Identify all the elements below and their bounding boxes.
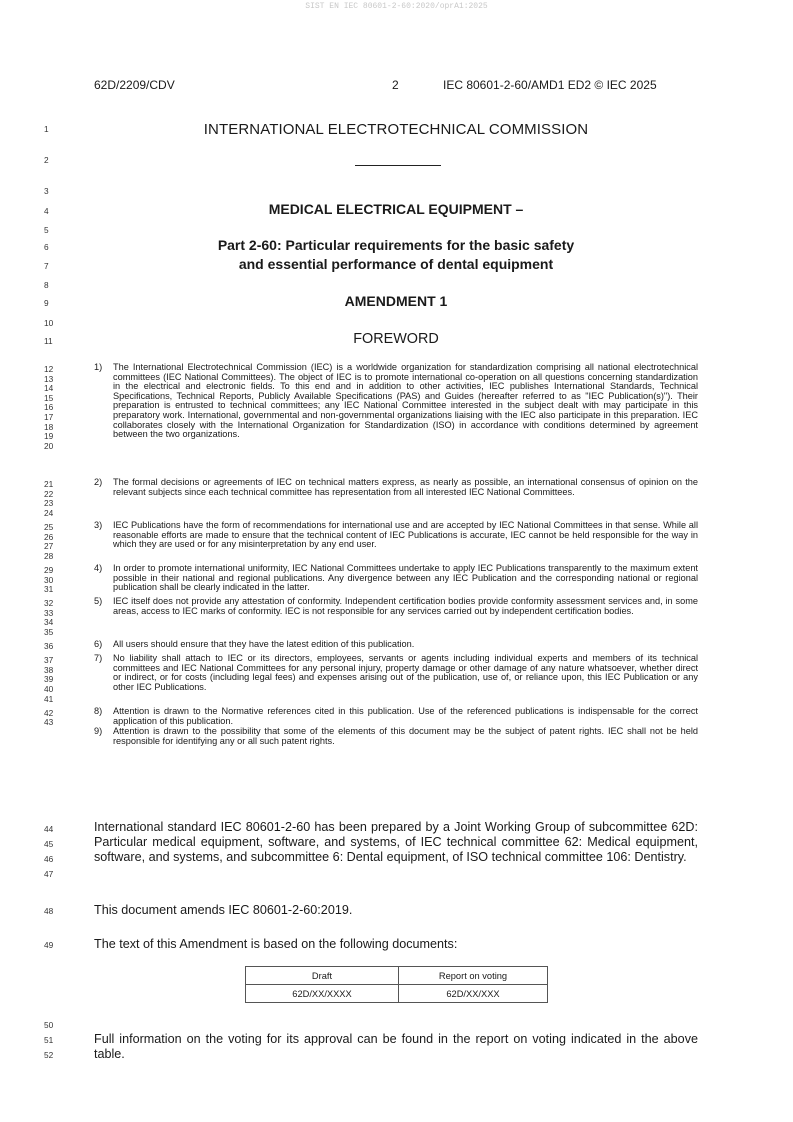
line-number: 10 [44,318,54,328]
line-number: 18 [44,422,54,432]
line-number: 36 [44,641,54,651]
line-number: 40 [44,684,54,694]
line-number: 13 [44,374,54,384]
line-number: 27 [44,541,54,551]
line-number: 26 [44,532,54,542]
item-text: Attention is drawn to the Normative references cited in this publication. Use of the referenced publications is indispensable for the correct application of this publication. [113,706,698,726]
foreword-item [94,654,698,692]
line-number: 12 [44,364,54,374]
item-number: 1) [94,362,103,372]
line-number: 20 [44,441,54,451]
line-number: 35 [44,627,54,637]
item-number: 3) [94,520,103,530]
item-number: 4) [94,563,103,573]
line-number: 3 [44,186,49,196]
line-number: 5 [44,225,49,235]
foreword-item [94,478,698,497]
line-number: 39 [44,674,54,684]
table-row [246,985,548,1003]
line-number: 44 [44,824,54,834]
item-text: Attention is drawn to the possibility that some of the elements of this document may be the subject of patent rights. IEC shall not be held responsible for identifying any or all such patent rights. [113,726,698,746]
line-number: 23 [44,498,54,508]
item-number: 6) [94,639,103,649]
line-number: 51 [44,1035,54,1045]
table-header-row [246,967,548,985]
line-number: 14 [44,383,54,393]
foreword-heading: FOREWORD [353,331,439,347]
line-number: 41 [44,694,54,704]
page-number: 2 [392,78,399,92]
body-paragraph-preparation: International standard IEC 80601-2-60 has been prepared by a Joint Working Group of subcommittee 62D: Particular medical equipment, software, and systems, of IEC technical committee 62: Medical equipment, software, and systems, and subcommittee 6: Dental equipment, of ISO technical committee 106: Dentistry. [94,820,698,865]
commission-title: INTERNATIONAL ELECTROTECHNICAL COMMISSION [203,121,589,138]
line-number: 2 [44,155,49,165]
line-number: 49 [44,940,54,950]
line-number: 47 [44,869,54,879]
line-number: 17 [44,412,54,422]
line-number: 25 [44,522,54,532]
item-number: 8) [94,706,103,716]
line-number: 48 [44,906,54,916]
item-text: In order to promote international uniformity, IEC National Committees undertake to apply IEC Publications transparently to the maximum extent possible in their national and regional publications. Any divergence between any IEC Publication and the corresponding national or regional publication shall be clearly indicated in the latter. [113,563,698,593]
body-paragraph-based-on: The text of this Amendment is based on the following documents: [94,937,458,951]
line-number: 37 [44,655,54,665]
foreword-item [94,707,698,726]
body-paragraph-amends: This document amends IEC 80601-2-60:2019. [94,903,353,917]
line-number: 4 [44,206,49,216]
line-number: 34 [44,617,54,627]
item-text: The International Electrotechnical Commission (IEC) is a worldwide organization for standardization comprising all national electrotechnical committees (IEC National Committees). The object of IEC is to promote international co-operation on all questions concerning standardization in the electrical and electronic fields. To this end and in addition to other activities, IEC publishes International Standards, Technical Specifications, Technical Reports, Publicly Available Specifications (PAS) and Guides (hereafter referred to as "IEC Publication(s)"). Their preparation is entrusted to technical committees; any IEC National Committee interested in the subject dealt with may participate in this preparatory work. International, governmental and non-governmental organizations liaising with the IEC also participate in this preparation. IEC collaborates closely with the International Organization for Standardization (ISO) in accordance with conditions determined by agreement between the two organizations. [113,362,698,440]
table-header-cell: Report on voting [399,967,548,985]
item-text: No liability shall attach to IEC or its directors, employees, servants or agents including individual experts and members of its technical committees and IEC National Committees for any personal injury, property damage or other damage of any nature whatsoever, whether direct or indirect, or for costs (including legal fees) and expenses arising out of the publication, use of, or reliance upon, this IEC Publication or any other IEC Publications. [113,653,698,692]
part-title-line2: and essential performance of dental equipment [238,256,554,272]
item-number: 5) [94,596,103,606]
line-number: 15 [44,393,54,403]
line-number: 21 [44,479,54,489]
foreword-item [94,521,698,550]
line-number: 9 [44,298,49,308]
line-number: 8 [44,280,49,290]
standard-reference: IEC 80601-2-60/AMD1 ED2 © IEC 2025 [443,78,657,92]
line-number: 1 [44,124,49,134]
item-number: 7) [94,653,103,663]
item-number: 9) [94,726,103,736]
line-number: 50 [44,1020,54,1030]
line-number: 38 [44,665,54,675]
table-cell: 62D/XX/XXXX [246,985,399,1003]
line-number: 19 [44,431,54,441]
document-main-title: MEDICAL ELECTRICAL EQUIPMENT – [268,201,524,217]
line-number: 11 [44,336,53,346]
table-cell: 62D/XX/XXX [399,985,548,1003]
item-text: The formal decisions or agreements of IEC on technical matters express, as nearly as possible, an international consensus of opinion on the relevant subjects since each technical committee has representation from all interested IEC National Committees. [113,477,698,497]
foreword-item [94,564,698,593]
line-number: 28 [44,551,54,561]
line-number: 45 [44,839,54,849]
foreword-item [94,727,698,746]
document-reference: 62D/2209/CDV [94,78,175,92]
item-text: All users should ensure that they have the latest edition of this publication. [113,639,415,649]
line-number: 22 [44,489,54,499]
line-number: 33 [44,608,54,618]
line-number: 7 [44,261,49,271]
line-number: 32 [44,598,54,608]
line-number: 30 [44,575,54,585]
part-title-line1: Part 2-60: Particular requirements for the basic safety [217,237,575,253]
foreword-item [94,640,698,650]
line-number: 46 [44,854,54,864]
body-paragraph-full-information: Full information on the voting for its approval can be found in the report on voting indicated in the above table. [94,1032,698,1062]
item-text: IEC itself does not provide any attestation of conformity. Independent certification bodies provide conformity assessment services and, in some areas, access to IEC marks of conformity. IEC is not responsible for any services carried out by independent certification bodies. [113,596,698,616]
foreword-item [94,597,698,616]
voting-documents-table [245,966,548,1003]
line-number: 24 [44,508,54,518]
item-text: IEC Publications have the form of recommendations for international use and are accepted by IEC National Committees in that sense. While all reasonable efforts are made to ensure that the technical content of IEC Publications is accurate, IEC cannot be held responsible for the way in which they are used or for any misinterpretation by any end user. [113,520,698,550]
line-number: 16 [44,402,54,412]
line-number: 31 [44,584,54,594]
line-number: 6 [44,242,49,252]
line-number: 42 [44,708,54,718]
line-number: 29 [44,565,54,575]
amendment-title: AMENDMENT 1 [344,293,448,309]
separator-line [355,165,441,166]
foreword-item [94,363,698,440]
table-header-cell: Draft [246,967,399,985]
watermark: SIST EN IEC 80601-2-60:2020/oprA1:2025 [305,2,488,11]
line-number: 52 [44,1050,54,1060]
line-number: 43 [44,717,54,727]
item-number: 2) [94,477,103,487]
